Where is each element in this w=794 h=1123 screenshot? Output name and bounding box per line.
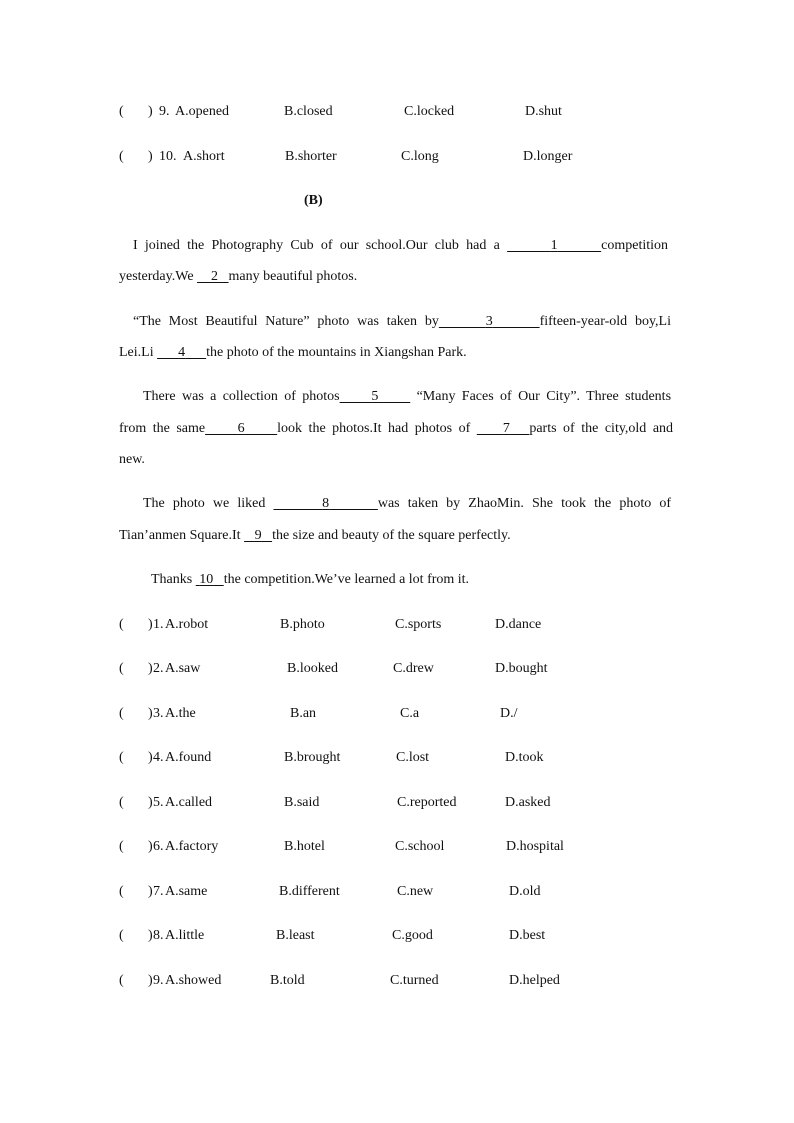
option-c: C.turned [390,973,439,988]
blank-9 [244,528,272,543]
passage-text: new. [119,452,145,467]
option-c: C.a [400,706,420,721]
answer-paren-close: ) [148,706,153,721]
question-number: 9. [153,973,164,988]
passage-text: Tian’anmen Square.It [119,528,241,543]
option-d: D.shut [525,104,562,119]
passage-text: “Many Faces of Our City”. Three students [416,389,672,404]
option-c: C.new [397,884,434,899]
passage-paragraph-4-line-1 [143,495,671,513]
passage-text: the size and beauty of the square perfectly. [272,528,511,543]
option-c: C.sports [395,617,442,632]
blank-8 [273,496,377,511]
passage-text: yesterday.We [119,269,194,284]
passage-paragraph-1-line-1 [119,237,668,255]
question-number: 1. [153,617,164,632]
option-a: A.called [165,795,213,810]
option-b: B.least [276,928,315,943]
answer-paren-close: ) [148,839,153,854]
option-a: A.saw [165,661,201,676]
passage-text: fifteen-year-old boy,Li [539,314,671,329]
option-d: D.took [505,750,544,765]
option-d: D.old [509,884,541,899]
option-c: C.good [392,928,433,943]
blank-2 [197,269,229,284]
passage-text: I joined the Photography Cub of our school.Our club had a [133,238,500,253]
option-b: B.closed [284,104,333,119]
blank-number: 8 [322,496,330,511]
option-d: D.bought [495,661,548,676]
answer-paren-close: ) [148,661,153,676]
answer-paren-open: ( [119,795,124,810]
option-d: D./ [500,706,518,721]
option-a: A.same [165,884,208,899]
question-number: 10. [159,149,177,164]
option-a: A.showed [165,973,222,988]
option-c: C.lost [396,750,430,765]
answer-paren-open: ( [119,839,124,854]
option-b: B.shorter [285,149,337,164]
option-a: A.factory [165,839,219,854]
answer-paren-open: ( [119,706,124,721]
section-heading-text: (B) [304,193,323,208]
option-d: D.hospital [506,839,564,854]
blank-number: 2 [211,269,219,284]
option-c: C.drew [393,661,434,676]
question-number: 4. [153,750,164,765]
option-b: B.photo [280,617,325,632]
passage-text: many beautiful photos. [228,269,358,284]
option-d: D.longer [523,149,573,164]
passage-text: competition [601,238,669,253]
answer-paren-close: ) [148,149,153,164]
option-b: B.hotel [284,839,325,854]
option-a: A.the [165,706,196,721]
question-number: 9. [159,104,170,119]
option-a: A.robot [165,617,209,632]
answer-paren-open: ( [119,973,124,988]
answer-paren-close: ) [148,617,153,632]
passage-text: the competition.We’ve learned a lot from it. [223,572,470,587]
option-a: A.little [165,928,205,943]
blank-5 [340,389,411,404]
option-b: B.an [290,706,317,721]
answer-paren-open: ( [119,928,124,943]
option-a: A.opened [175,104,230,119]
answer-paren-close: ) [148,884,153,899]
answer-paren-open: ( [119,750,124,765]
answer-paren-open: ( [119,149,124,164]
option-a: A.short [183,149,225,164]
blank-number: 10 [199,572,214,587]
passage-text: the photo of the mountains in Xiangshan Park. [206,345,467,360]
blank-number: 9 [254,528,262,543]
passage-paragraph-3-line-1 [143,388,671,406]
question-number: 7. [153,884,164,899]
answer-paren-close: ) [148,750,153,765]
passage-paragraph-2-line-1 [133,313,671,331]
blank-number: 5 [371,389,379,404]
blank-3 [439,314,540,329]
blank-number: 7 [502,421,510,436]
blank-number: 6 [237,421,245,436]
passage-text: There was a collection of photos [143,389,340,404]
passage-text: look the photos.It had photos of [277,421,471,436]
option-d: D.dance [495,617,542,632]
blank-number: 3 [485,314,493,329]
answer-paren-close: ) [148,104,153,119]
blank-4 [157,345,206,360]
question-number: 3. [153,706,164,721]
passage-paragraph-3-line-2 [119,420,673,438]
blank-1 [507,238,601,253]
answer-paren-open: ( [119,617,124,632]
option-b: B.brought [284,750,341,765]
option-c: C.locked [404,104,455,119]
answer-paren-close: ) [148,928,153,943]
question-number: 2. [153,661,164,676]
answer-paren-close: ) [148,973,153,988]
option-b: B.told [270,973,305,988]
option-c: C.long [401,149,439,164]
option-b: B.different [279,884,340,899]
option-d: D.asked [505,795,551,810]
option-c: C.reported [397,795,457,810]
passage-text: “The Most Beautiful Nature” photo was taken by [133,314,439,329]
passage-text: was taken by ZhaoMin. She took the photo of [377,496,672,511]
answer-paren-open: ( [119,884,124,899]
blank-6 [205,421,277,436]
option-c: C.school [395,839,445,854]
passage-text: from the same [119,421,206,436]
passage-text: parts of the city,old and [529,421,674,436]
question-number: 5. [153,795,164,810]
blank-number: 4 [178,345,186,360]
option-b: B.said [284,795,320,810]
passage-text: Thanks [151,572,193,587]
blank-7 [477,421,530,436]
question-number: 8. [153,928,164,943]
option-a: A.found [165,750,212,765]
answer-paren-close: ) [148,795,153,810]
question-number: 6. [153,839,164,854]
option-d: D.best [509,928,546,943]
option-d: D.helped [509,973,560,988]
option-b: B.looked [287,661,338,676]
blank-10 [196,572,224,587]
blank-number: 1 [550,238,558,253]
passage-text: The photo we liked [143,496,266,511]
answer-paren-open: ( [119,661,124,676]
passage-text: Lei.Li [119,345,154,360]
answer-paren-open: ( [119,104,124,119]
